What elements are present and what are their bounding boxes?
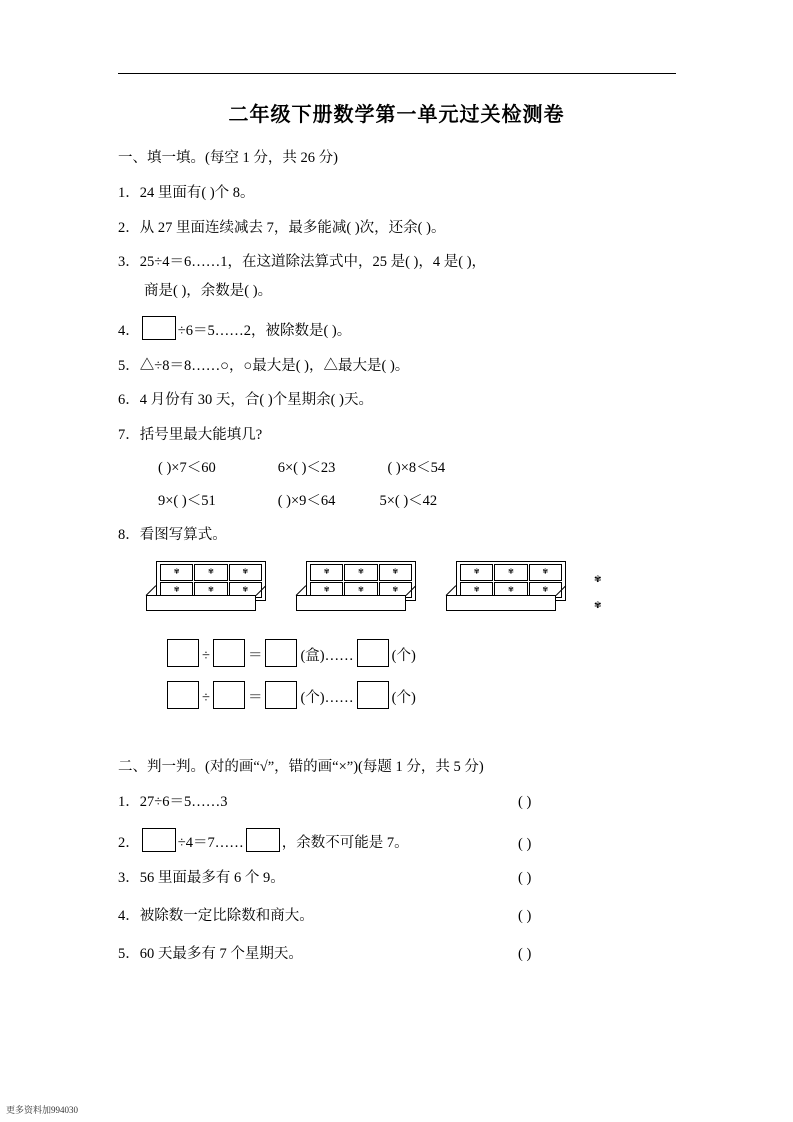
question-7-item-b: 6×( )＜23: [277, 459, 336, 476]
unit-piece-label: (个): [391, 648, 416, 664]
figure-equation-1: [164, 639, 416, 668]
loose-bun-1: [594, 575, 602, 585]
question-4: [118, 316, 678, 343]
tray-cell: [494, 564, 527, 581]
tray-cell-grid: [160, 564, 262, 598]
bun-icon: ✾: [542, 567, 549, 576]
watermark-footer: 更多资料加994030: [6, 1105, 79, 1115]
question-3-line-2: 商是( )，余数是( )。: [144, 283, 273, 299]
tray-cell-grid: [460, 564, 562, 598]
tray-cell: [379, 564, 412, 581]
tray-cell: [460, 564, 493, 581]
tray-cell: [229, 564, 262, 581]
tray-cell-grid: [310, 564, 412, 598]
answer-box[interactable]: [213, 639, 245, 667]
bun-icon: ✾: [594, 574, 602, 584]
page-title: 二年级下册数学第一单元过关检测卷: [228, 104, 565, 126]
judge-item-text: 4．被除数一定比除数和商大。: [118, 908, 314, 924]
judge-item-1: [118, 792, 678, 814]
bun-icon: ✾: [392, 585, 399, 594]
figure-equation-2: [164, 681, 416, 710]
divide-sign: ÷: [202, 690, 210, 706]
question-1: 1．24 里面有( )个 8。: [118, 184, 255, 201]
question-6: 6．4 月份有 30 天，合( )个星期余( )天。: [118, 392, 373, 409]
judge-item-4: [118, 906, 678, 928]
judge-answer-paren[interactable]: ( ): [518, 870, 532, 887]
question-5: 5．△÷8＝8……○，○最大是( )，△最大是( )。: [118, 357, 410, 374]
equals-sign: ＝: [247, 690, 263, 706]
judge-item-text: 1．27÷6＝5……3: [118, 793, 228, 810]
judge-answer-paren[interactable]: ( ): [518, 945, 532, 962]
loose-bun-2: [594, 601, 602, 611]
bun-icon: ✾: [242, 585, 249, 594]
bun-tray-2: [296, 561, 420, 617]
tray-cell: [194, 564, 227, 581]
question-8: 8．看图写算式。: [118, 527, 227, 544]
bun-icon: ✾: [208, 585, 214, 594]
judge-item-text: 5．60 天最多有 7 个星期天。: [118, 945, 303, 962]
answer-box[interactable]: [265, 639, 297, 667]
question-7-item-e: ( )×9＜64: [277, 492, 336, 509]
answer-box[interactable]: [142, 828, 176, 852]
header-rule: [118, 73, 676, 74]
tray-cell: [529, 564, 562, 581]
judge-item-tail: ，余数不可能是 7。: [281, 834, 409, 851]
question-7-item-a: ( )×7＜60: [158, 459, 216, 476]
bun-icon: ✾: [542, 585, 549, 594]
question-7-row-2: [118, 491, 678, 513]
judge-item-3: [118, 868, 678, 890]
bun-icon: ✾: [473, 567, 480, 576]
bun-icon: ✾: [508, 585, 514, 594]
question-2: 2．从 27 里面连续减去 7，最多能减( )次，还余( )。: [118, 219, 446, 236]
bun-icon: ✾: [323, 585, 330, 594]
judge-item-2: [118, 828, 678, 855]
answer-box[interactable]: [357, 681, 389, 709]
judge-item-text: 3．56 里面最多有 6 个 9。: [118, 870, 285, 887]
question-7-row-1: [118, 458, 678, 480]
answer-box[interactable]: [167, 639, 199, 667]
question-4-suffix: ÷6＝5……2，被除数是( )。: [177, 322, 352, 339]
tray-front-face: [146, 595, 256, 611]
bun-icon: ✾: [173, 585, 180, 594]
question-8-figure: [146, 555, 646, 735]
bun-icon: ✾: [594, 600, 602, 610]
judge-answer-paren[interactable]: ( ): [518, 835, 532, 852]
bun-icon: ✾: [392, 567, 399, 576]
answer-box[interactable]: [265, 681, 297, 709]
tray-front-face: [296, 595, 406, 611]
section-2-heading: 二、判一判。(对的画“√”，错的画“×”)(每题 1 分，共 5 分): [118, 759, 484, 775]
answer-box[interactable]: [167, 681, 199, 709]
bun-icon: ✾: [473, 585, 480, 594]
question-3-line-1: 3．25÷4＝6……1，在这道除法算式中，25 是( )，4 是( )，: [118, 254, 487, 271]
question-7-item-f: 5×( )＜42: [379, 492, 438, 509]
unit-piece-label: (个): [391, 690, 416, 706]
bun-tray-3: [446, 561, 570, 617]
answer-box[interactable]: [142, 316, 176, 340]
question-7-item-c: ( )×8＜54: [387, 459, 446, 476]
bun-icon: ✾: [173, 567, 180, 576]
judge-answer-paren[interactable]: ( ): [518, 908, 532, 924]
tray-cell: [344, 564, 377, 581]
unit-box-label: (盒)……: [300, 648, 354, 664]
question-7-item-d: 9×( )＜51: [158, 492, 216, 509]
equals-sign: ＝: [247, 648, 263, 664]
question-4-prefix: 4．: [118, 322, 140, 339]
bun-tray-1: [146, 561, 270, 617]
bun-icon: ✾: [323, 567, 330, 576]
bun-icon: ✾: [508, 567, 514, 576]
tray-front-face: [446, 595, 556, 611]
section-1-heading: 一、填一填。(每空 1 分，共 26 分): [118, 150, 338, 166]
question-7: 7．括号里最大能填几?: [118, 427, 263, 443]
answer-box[interactable]: [213, 681, 245, 709]
judge-item-5: [118, 944, 678, 966]
answer-box[interactable]: [357, 639, 389, 667]
tray-cell: [310, 564, 343, 581]
unit-piece-label: (个)……: [300, 690, 354, 706]
bun-icon: ✾: [358, 567, 364, 576]
judge-answer-paren[interactable]: ( ): [518, 793, 532, 810]
answer-box[interactable]: [246, 828, 280, 852]
exam-content: [118, 140, 678, 966]
bun-icon: ✾: [242, 567, 249, 576]
tray-cell: [160, 564, 193, 581]
judge-item-prefix: 2．: [118, 834, 140, 851]
judge-item-middle: ÷4＝7……: [177, 834, 244, 851]
bun-icon: ✾: [358, 585, 364, 594]
bun-icon: ✾: [208, 567, 214, 576]
divide-sign: ÷: [202, 648, 210, 664]
